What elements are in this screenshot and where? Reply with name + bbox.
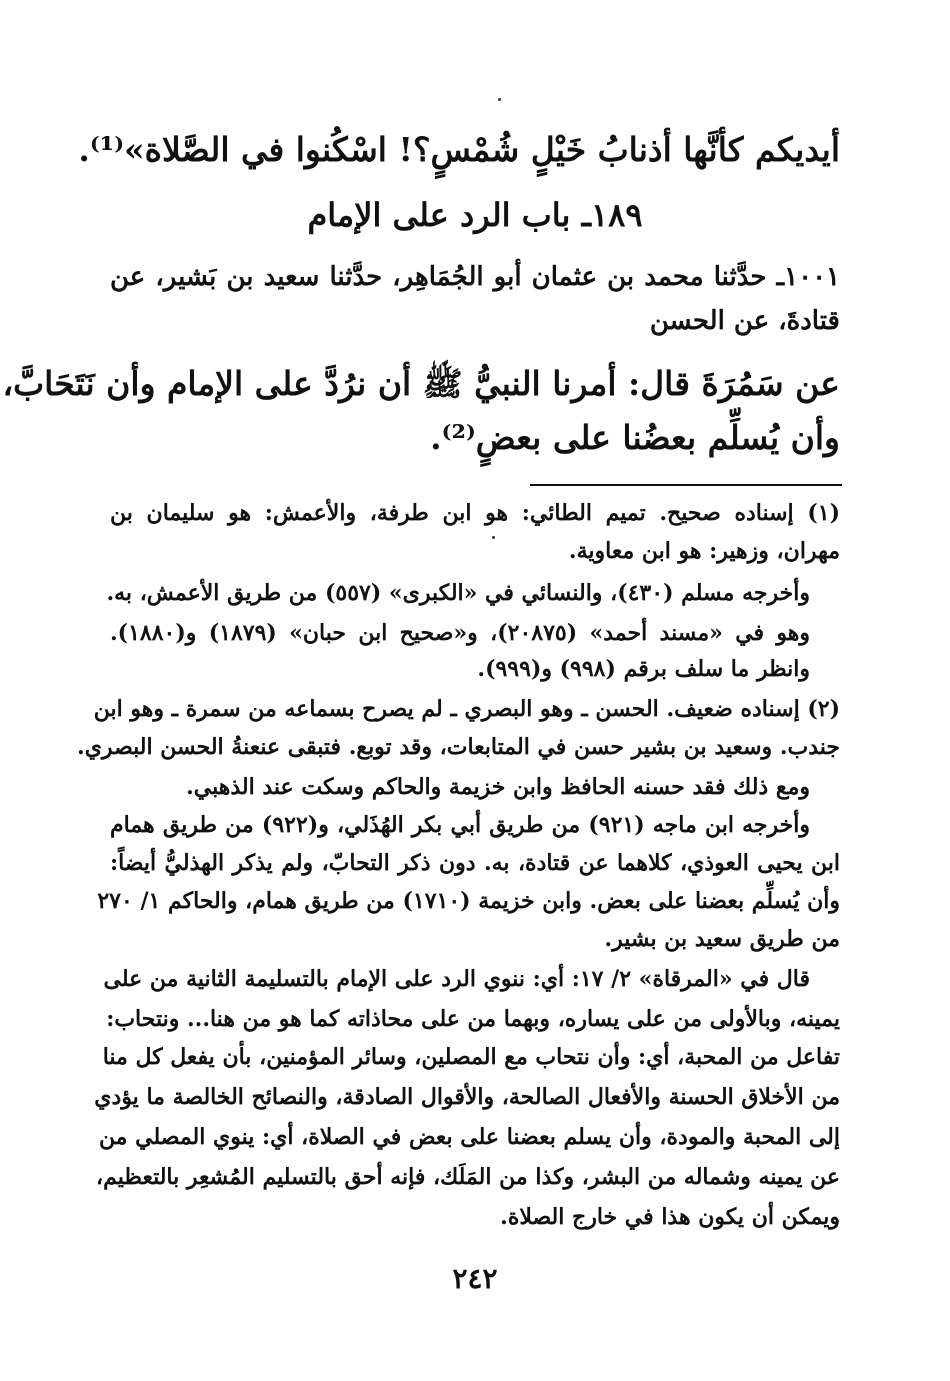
footnote-line: تفاعل من المحبة، أي: وأن نتحاب مع المصلين، وسائر المؤمنين، بأن يفعل كل منا: [102, 1044, 840, 1070]
footnote-line: عن يمينه وشماله من البشر، وكذا من المَلَك، فإنه أحق بالتسليم المُشعِر بالتعظيم،: [96, 1164, 840, 1190]
chapter-heading: ١٨٩ـ باب الرد على الإمام: [307, 196, 643, 234]
footnote-line: من طريق سعيد بن بشير.: [604, 926, 840, 952]
footnote-line: ومع ذلك فقد حسنه الحافظ وابن خزيمة والحاكم وسكت عند الذهبي.: [186, 774, 810, 800]
footnote-line: جندب. وسعيد بن بشير حسن في المتابعات، وقد توبع. فتبقى عنعنةُ الحسن البصري.: [77, 734, 840, 760]
footnote-line: يمينه، وبالأولى من على يساره، وبهما من على محاذاته كما هو من هنا... ونتحاب:: [106, 1006, 840, 1032]
speck: [498, 98, 501, 101]
footnote-separator: [530, 484, 842, 486]
footnote-line: (٢) إسناده ضعيف. الحسن ـ وهو البصري ـ لم يصرح بسماعه من سمرة ـ وهو ابن: [93, 696, 840, 722]
footnote-line: مهران، وزهير: هو ابن معاوية.: [568, 538, 840, 564]
footnote-line: (١) إسناده صحيح. تميم الطائي: هو ابن طرفة، والأعمش: هو سليمان بن: [110, 500, 840, 526]
footnote-line: وأن يُسلِّم بعضنا على بعض. وابن خزيمة (١٧١٠) من طريق همام، والحاكم ١/ ٢٧٠: [97, 888, 840, 914]
footnote-line: وهو في «مسند أحمد» (٢٠٨٧٥)، و«صحيح ابن حبان» (١٨٧٩) و(١٨٨٠).: [110, 620, 811, 646]
footnote-line: وأخرجه مسلم (٤٣٠)، والنسائي في «الكبرى» (٥٥٧) من طريق الأعمش، به.: [106, 580, 810, 606]
footnote-line: وأخرجه ابن ماجه (٩٢١) من طريق أبي بكر الهُذَلي، و(٩٢٢) من طريق همام: [110, 812, 811, 838]
matn-line: عن سَمُرَةَ قال: أمرنا النبيُّ ﷺ أن نرُدَّ على الإمام وأن نَتَحَابَّ،: [2, 364, 840, 403]
footnote-line: إلى المحبة والمودة، وأن يسلم بعضنا على بعض في الصلاة، أي: ينوي المصلي من: [98, 1124, 840, 1150]
isnad-line: قتادةَ، عن الحسن: [649, 306, 840, 336]
footnote-line: وانظر ما سلف برقم (٩٩٨) و(٩٩٩).: [477, 656, 810, 682]
page-number: ٢٤٢: [452, 1262, 498, 1295]
footnote-line: ابن يحيى العوذي، كلاهما عن قتادة، به. دون ذكر التحابّ، ولم يذكر الهذليُّ أيضاً:: [110, 850, 840, 876]
matn-line: وأن يُسلِّم بعضُنا على بعضٍ⁽²⁾.: [430, 418, 840, 457]
footnote-line: من الأخلاق الحسنة والأفعال الصالحة، والأقوال الصادقة، والنصائح الخالصة ما يؤدي: [94, 1084, 840, 1110]
footnote-line: ويمكن أن يكون هذا في خارج الصلاة.: [500, 1204, 840, 1230]
main-text-line: أيديكم كأنَّها أذنابُ خَيْلٍ شُمْسٍ؟! اسْكُنوا في الصَّلاة»⁽¹⁾.: [78, 130, 840, 169]
isnad-line: ١٠٠١ـ حدَّثنا محمد بن عثمان أبو الجُمَاهِر، حدَّثنا سعيد بن بَشير، عن: [110, 262, 840, 292]
footnote-line: قال في «المرقاة» ٢/ ١٧: أي: ننوي الرد على الإمام بالتسليمة الثانية من على: [103, 966, 810, 992]
